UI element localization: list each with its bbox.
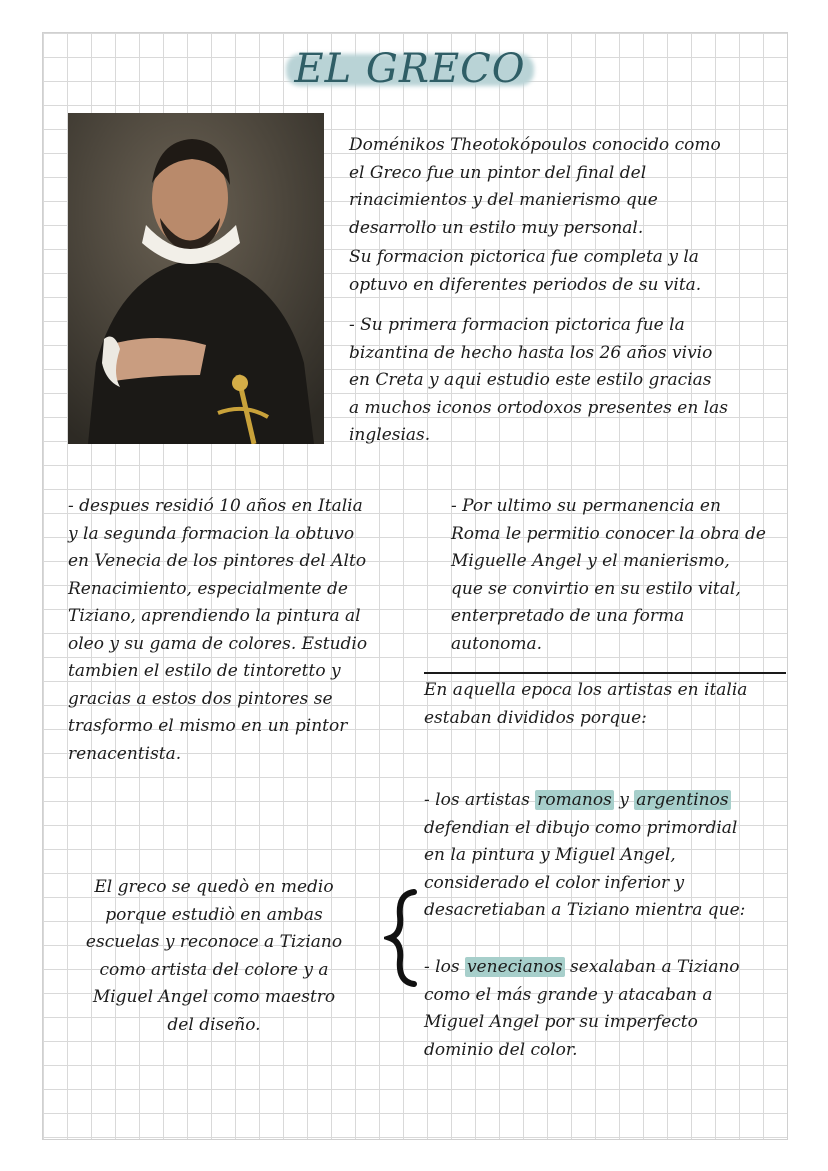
venetians-paragraph: - los venecianos sexalaban a Tiziano como el más grande y atacaban a Miguel Angel por su imperfecto dominio del color.	[424, 957, 740, 1060]
section-divider	[424, 672, 786, 674]
epoch-text: En aquella epoca los artistas en italia estaban divididos porque:	[424, 680, 748, 728]
page-title: EL GRECO	[294, 46, 526, 92]
right-column-text: - Por ultimo su permanencia en Roma le permitio conocer la obra de Miguelle Angel y el manierismo, que se convirtio en su estilo vital, enterpretado de una forma autonoma.	[451, 496, 766, 654]
conclusion-text: El greco se quedò en medio porque estudiò en ambas escuelas y reconoce a Tiziano como artista del colore y a Miguel Angel como maestro del diseño.	[85, 877, 343, 1035]
highlight-argentinos: argentinos	[636, 790, 729, 810]
highlight-romanos: romanos	[537, 790, 612, 810]
left-column-text: - despues residió 10 años en Italia y la segunda formacion la obtuvo en Venecia de los pintores del Alto Renacimiento, especialmente de Tiziano, aprendiendo la pintura al oleo y su gama de colores. Estudio tambien el estilo de tintoretto y gracias a estos dos pintores se trasformo el mismo en un pintor renacentista.	[68, 496, 368, 764]
curly-brace-icon	[384, 888, 420, 988]
title-banner	[280, 44, 540, 94]
intro-paragraph-1: Doménikos Theotokópoulos conocido como el Greco fue un pintor del final del rinacimientos y del manierismo que desarrollo un estilo muy personal.	[349, 135, 721, 238]
intro-paragraph-3: - Su primera formacion pictorica fue la bizantina de hecho hasta los 26 años vivio en Creta y aqui estudio este estilo gracias a muchos iconos ortodoxos presentes en las inglesias.	[349, 315, 728, 445]
romans-paragraph: - los artistas romanos y argentinos defendian el dibujo como primordial en la pintura y Miguel Angel, considerado el color inferior y desacretiaban a Tiziano mientra que:	[424, 790, 746, 920]
highlight-venecianos: venecianos	[466, 957, 563, 977]
portrait-image	[68, 113, 324, 444]
intro-paragraph-2: Su formacion pictorica fue completa y la optuvo en diferentes periodos de su vita.	[349, 247, 702, 295]
